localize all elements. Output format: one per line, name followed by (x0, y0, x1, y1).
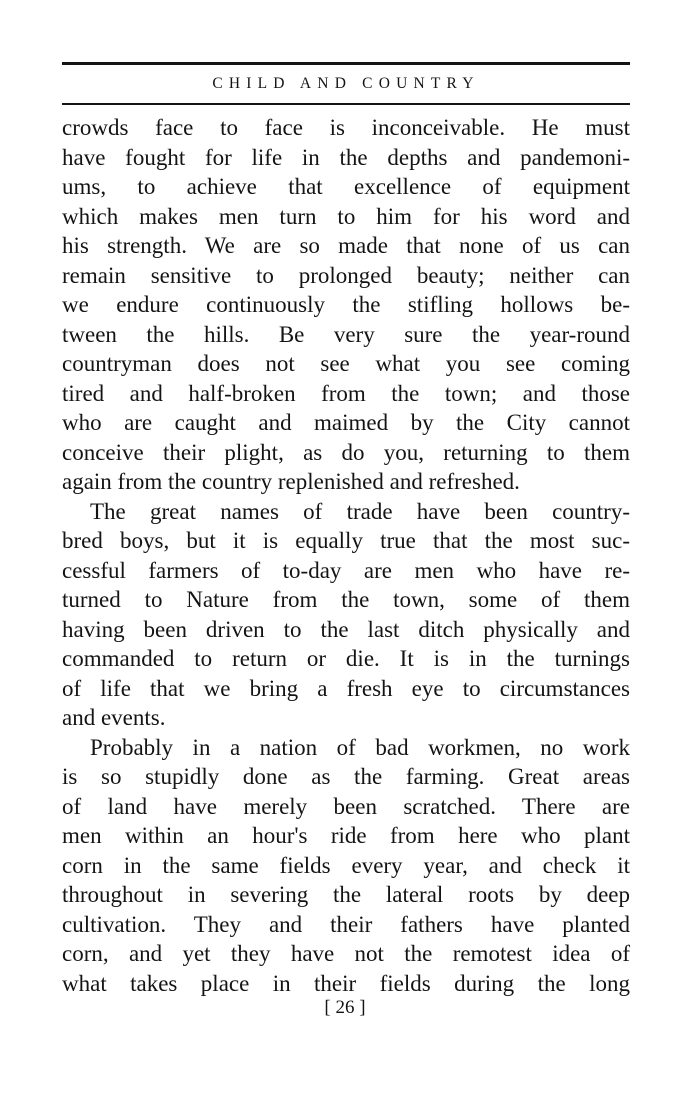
text-line: which makes men turn to him for his word and (62, 203, 630, 229)
page-number: [ 26 ] (324, 997, 366, 1018)
text-line: of land have merely been scratched. There are (62, 793, 630, 819)
text-line: tween the hills. Be very sure the year-round (62, 321, 630, 347)
text-line: cessful farmers of to-day are men who have re- (62, 557, 630, 583)
text-line: his strength. We are so made that none of us can (62, 233, 630, 258)
text-line: and events. (62, 705, 166, 730)
text-line: corn in the same fields every year, and check it (62, 852, 630, 878)
text-line: bred boys, but it is equally true that the most suc- (62, 528, 630, 553)
text-line: crowds face to face is inconceivable. He must (62, 115, 630, 140)
text-line: ums, to achieve that excellence of equipment (62, 174, 630, 199)
header-rule-bottom (62, 103, 630, 105)
text-line: commanded to return or die. It is in the turnings (62, 646, 630, 671)
text-line: remain sensitive to prolonged beauty; neither can (62, 262, 630, 288)
body-text (62, 113, 630, 998)
text-line: corn, and yet they have not the remotest idea of (62, 941, 630, 966)
text-line: of life that we bring a fresh eye to circumstances (62, 675, 630, 701)
text-line: turned to Nature from the town, some of them (62, 587, 630, 612)
text-line: cultivation. They and their fathers have planted (62, 911, 630, 937)
text-line: countryman does not see what you see coming (62, 351, 630, 376)
text-line: again from the country replenished and refreshed. (62, 469, 520, 494)
text-line: men within an hour's ride from here who plant (62, 823, 630, 848)
paragraph-first-line: The great names of trade have been country- (90, 498, 630, 524)
text-line: who are caught and maimed by the City cannot (62, 410, 630, 435)
text-line: tired and half-broken from the town; and those (62, 380, 630, 406)
text-line: we endure continuously the stifling hollows be- (62, 292, 630, 317)
text-line: conceive their plight, as do you, returning to them (62, 439, 630, 465)
paragraph-first-line: Probably in a nation of bad workmen, no work (90, 734, 630, 760)
running-head: CHILD AND COUNTRY (212, 75, 480, 92)
text-line: throughout in severing the lateral roots by deep (62, 882, 630, 907)
text-line: having been driven to the last ditch physically and (62, 616, 630, 642)
header-rule-top (62, 62, 630, 65)
text-line: what takes place in their fields during the long (62, 970, 630, 996)
text-line: is so stupidly done as the farming. Great areas (62, 764, 630, 789)
text-line: have fought for life in the depths and pandemoni- (62, 144, 630, 170)
